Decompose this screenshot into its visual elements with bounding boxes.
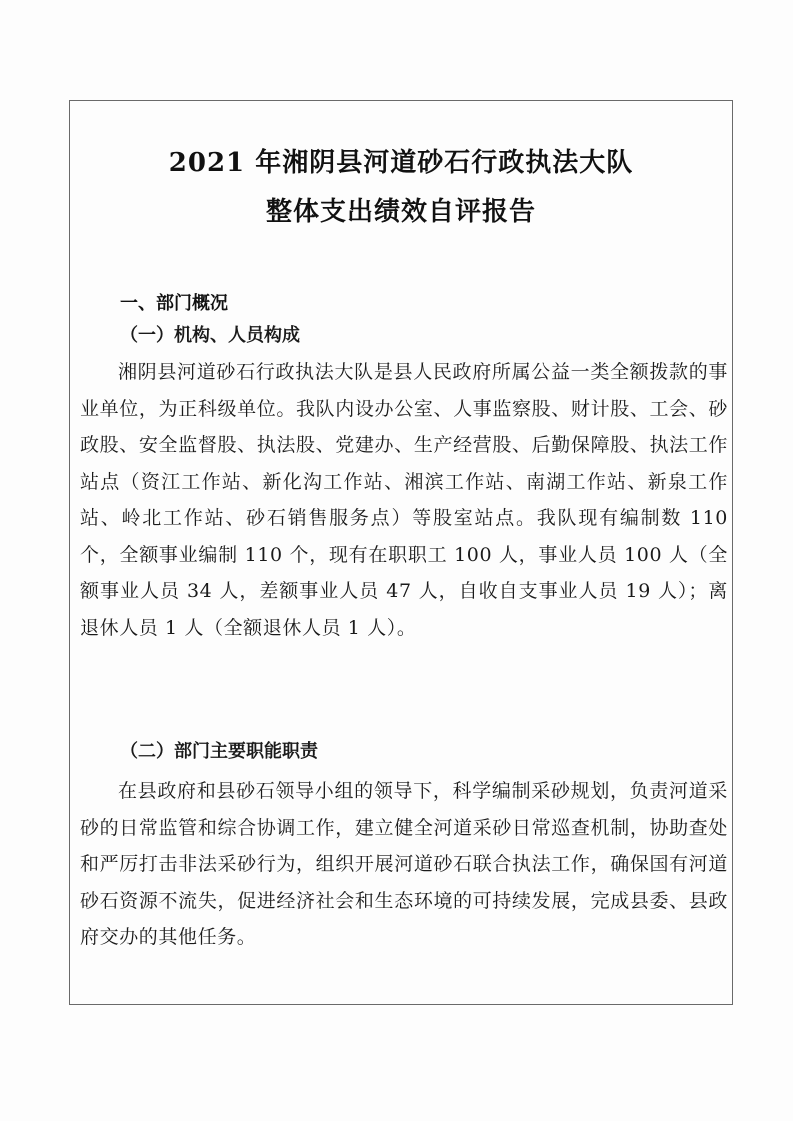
- paragraph-organization-staff: 湘阴县河道砂石行政执法大队是县人民政府所属公益一类全额拨款的事业单位，为正科级单位。我队内设办公室、人事监察股、财计股、工会、砂政股、安全监督股、执法股、党建办、生产经营股、后勤保障股、执法工作站点（资江工作站、新化沟工作站、湘滨工作站、南湖工作站、新泉工作站、岭北工作站、砂石销售服务点）等股室站点。我队现有编制数 110 个，全额事业编制 110 个，现有在职职工 100 人，事业人员 100 人（全额事业人员 34 人，差额事业人员 47 人，自收自支事业人员 19 人）；离退休人员 1 人（全额退休人员 1 人）。: [80, 361, 728, 639]
- section-heading-department-overview: 一、部门概况: [120, 293, 228, 314]
- document-title-line-2: 整体支出绩效自评报告: [265, 197, 536, 227]
- subsection-heading-main-duties: （二）部门主要职能职责: [120, 741, 318, 762]
- document-title-line-1: 2021 年湘阴县河道砂石行政执法大队: [168, 148, 634, 178]
- paragraph-main-duties: 在县政府和县砂石领导小组的领导下，科学编制采砂规划，负责河道采砂的日常监管和综合协调工作，建立健全河道采砂日常巡查机制，协助查处和严厉打击非法采砂行为，组织开展河道砂石联合执法工作，确保国有河道砂石资源不流失，促进经济社会和生态环境的可持续发展，完成县委、县政府交办的其他任务。: [80, 780, 728, 948]
- subsection-heading-organization-staff: （一）机构、人员构成: [120, 325, 300, 346]
